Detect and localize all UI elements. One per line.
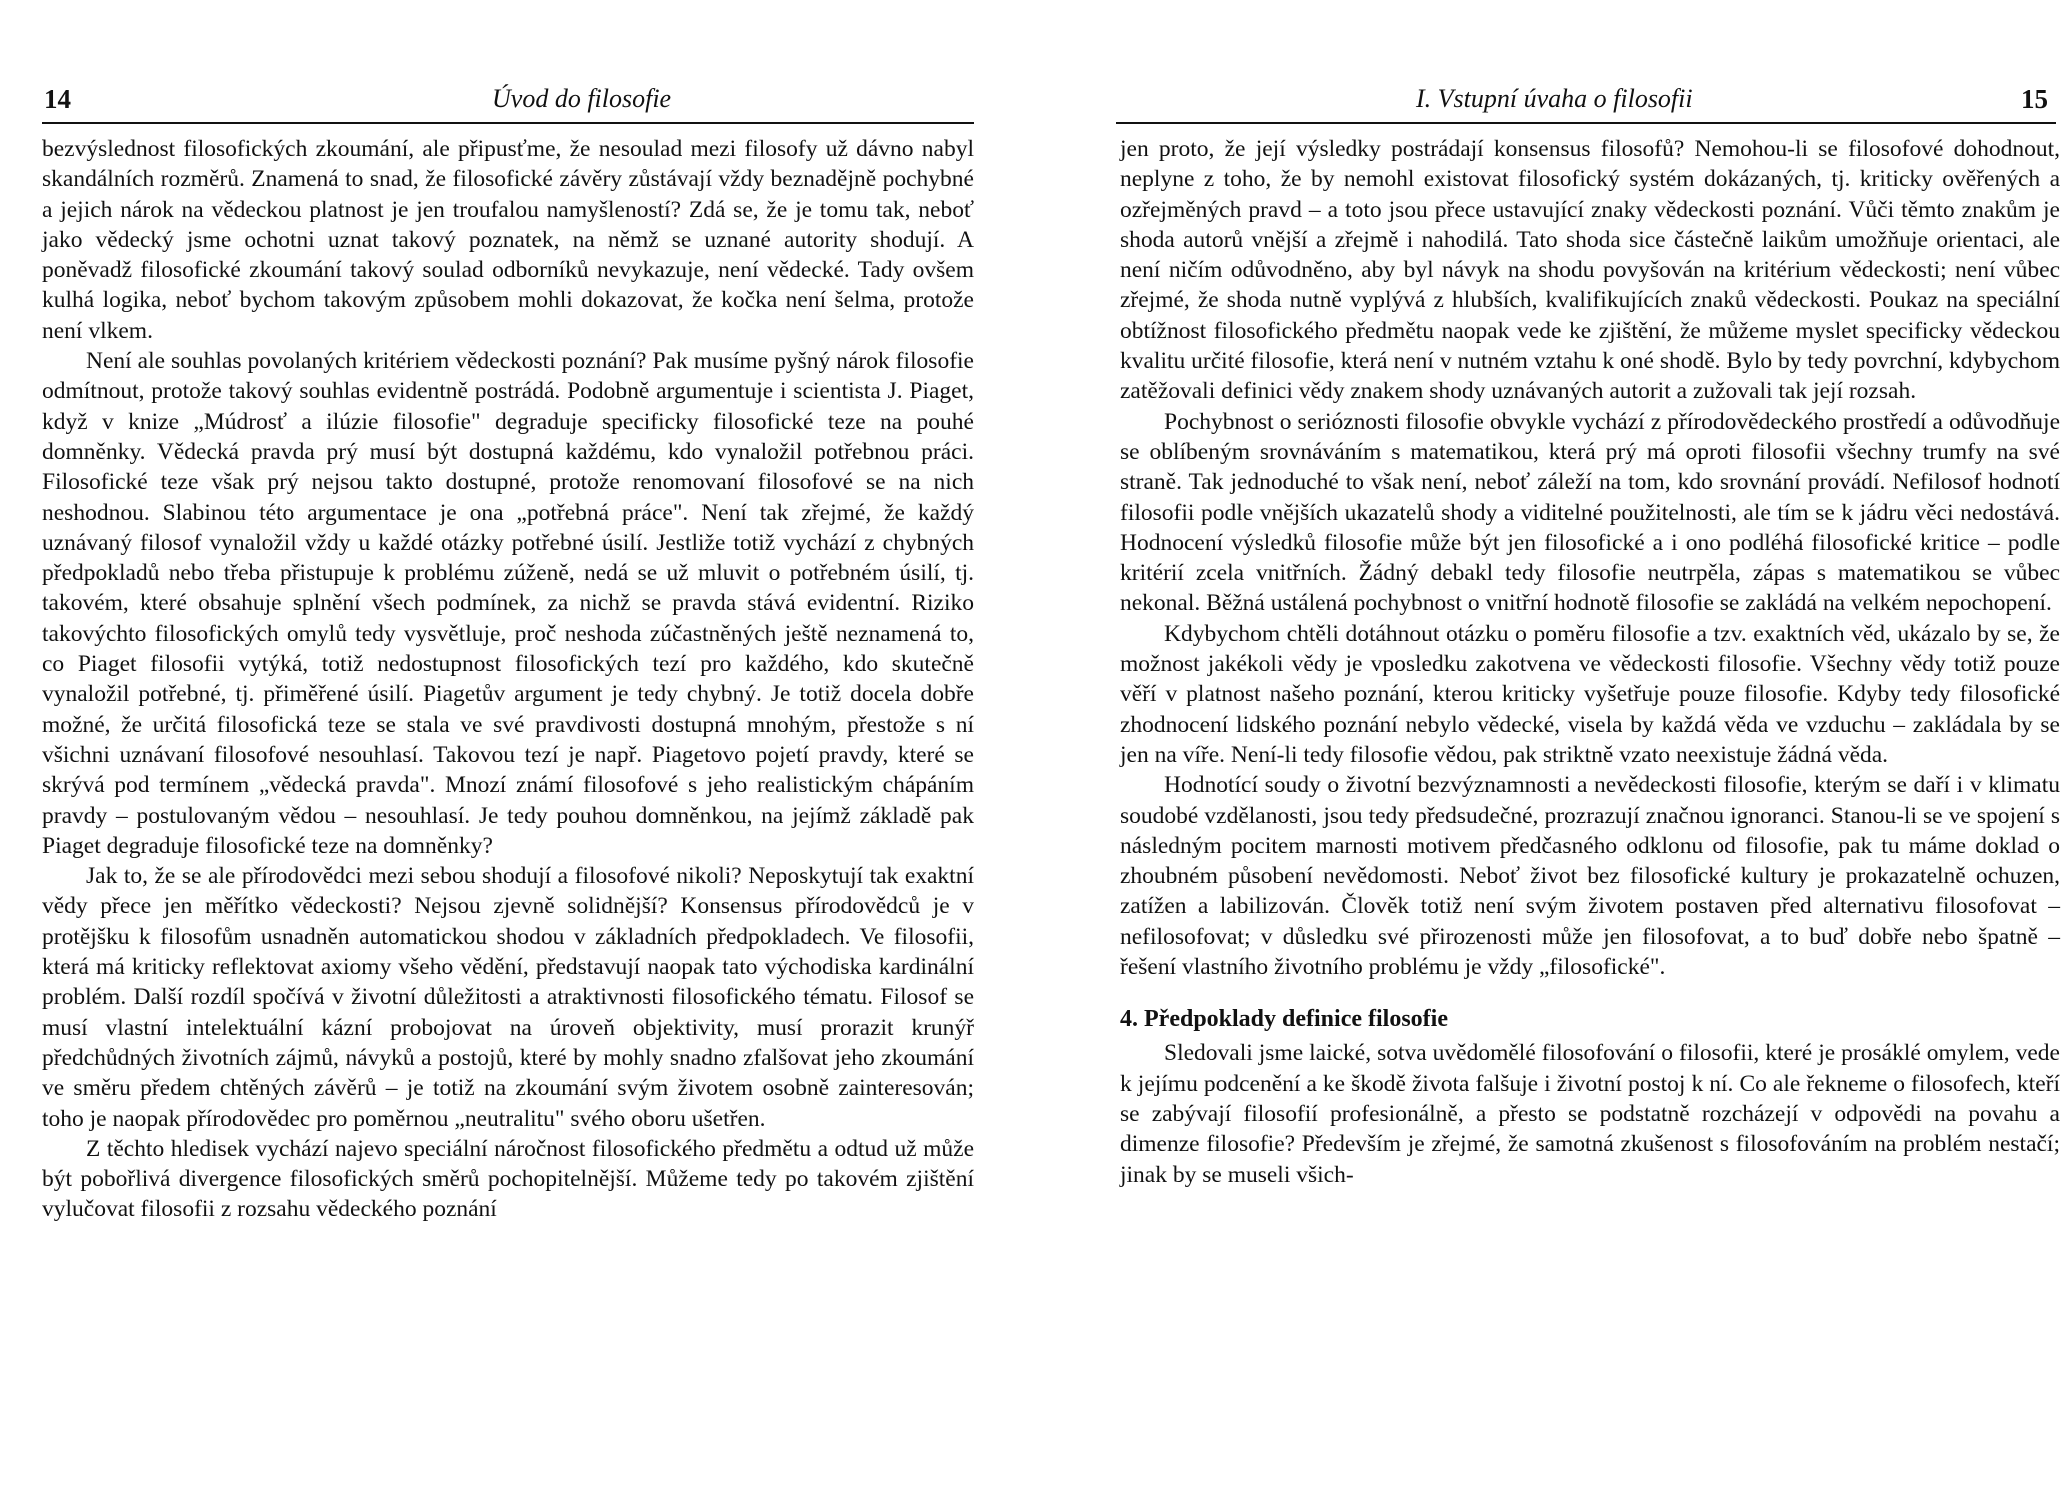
- page-number: 14: [44, 84, 71, 114]
- right-page-text: [1120, 134, 2060, 1190]
- right-page-header: [1116, 82, 2056, 124]
- left-page-header: [42, 82, 974, 124]
- paragraph: Není ale souhlas povolaných kritériem vědeckosti poznání? Pak musíme pyšný nárok filosofie odmítnout, protože takový souhlas evidentně postrádá. Podobně argumentuje i scientista J. Piaget, když v knize „Múdrosť a ilúzie filosofie" degraduje specificky filosofické teze na pouhé domněnky. Vědecká pravda prý musí být dostupná každému, kdo vynaložil potřebnou práci. Filosofické teze však prý nejsou takto dostupné, protože renomovaní filosofové se na nich neshodnou. Slabinou této argumentace je ona „potřebná práce". Není tak zřejmé, že každý uznávaný filosof vynaložil vždy u každé otázky potřebné úsilí. Jestliže totiž vychází z chybných předpokladů nebo třeba přistupuje k problému zúženě, nedá se už mluvit o potřebném úsilí, tj. takovém, které obsahuje splnění všech podmínek, za nichž se pravda stává evidentní. Riziko takovýchto filosofických omylů tedy vysvětluje, proč neshoda zúčastněných ještě neznamená to, co Piaget filosofii vytýká, totiž nedostupnost filosofických tezí pro každého, kdo skutečně vynaložil potřebné, tj. přiměřené úsilí. Piagetův argument je tedy chybný. Je totiž docela dobře možné, že určitá filosofická teze se stala ve své pravdivosti dostupná mnohým, přestože s ní všichni uznávaní filosofové nesouhlasí. Takovou tezí je např. Piagetovo pojetí pravdy, které se skrývá pod termínem „vědecká pravda". Mnozí známí filosofové s jeho realistickým chápáním pravdy – postulovaným vědou – nesouhlasí. Je tedy pouhou domněnkou, na jejímž základě pak Piaget degraduje filosofické teze na domněnky?: [42, 348, 974, 859]
- paragraph: jen proto, že její výsledky postrádají konsensus filosofů? Nemohou-li se filosofové dohodnout, neplyne z toho, že by nemohl existovat filosofický systém dokázaných, tj. kriticky ověřených a ozřejměných pravd – a toto jsou přece ustavující znaky vědeckosti poznání. Vůči těmto znakům je shoda autorů vnější a zřejmě i nahodilá. Tato shoda sice částečně laikům umožňuje orientaci, ale není ničím odůvodněno, aby byl návyk na shodu povyšován na kritérium vědeckosti; není vůbec zřejmé, že shoda nutně vyplývá z hlubších, kvalifikujících znaků vědeckosti. Poukaz na speciální obtížnost filosofického předmětu naopak vede ke zjištění, že můžeme myslet specificky vědeckou kvalitu určité filosofie, která není v nutném vztahu k oné shodě. Bylo by tedy povrchní, kdybychom zatěžovali definici vědy znakem shody uznávaných autorit a zužovali tak její rozsah.: [1120, 136, 2060, 405]
- paragraph: bezvýslednost filosofických zkoumání, ale připusťme, že nesoulad mezi filosofy už dávno nabyl skandálních rozměrů. Znamená to snad, že filosofické závěry zůstávají vždy beznadějně pochybné a jejich nárok na vědeckou platnost je jen troufalou namyšleností? Zdá se, že je tomu tak, neboť jako vědecký jsme ochotni uznat takový poznatek, na němž se uznané autority shodují. A poněvadž filosofické zkoumání takový soulad odborníků nevykazuje, není vědecké. Tady ovšem kulhá logika, neboť bychom takovým způsobem mohli dokazovat, že kočka není šelma, protože není vlkem.: [42, 136, 974, 344]
- page-number: 15: [2021, 84, 2048, 114]
- paragraph: Pochybnost o serióznosti filosofie obvykle vychází z přírodovědeckého prostředí a odůvodňuje se oblíbeným srovnáváním s matematikou, která prý má oproti filosofii všechny trumfy na své straně. Tak jednoduché to však není, neboť záleží na tom, kdo srovnání provádí. Nefilosof hodnotí filosofii podle vnějších ukazatelů shody a viditelné použitelnosti, ale tím se k jádru věci nedostává. Hodnocení výsledků filosofie může být jen filosofické a i ono podléhá filosofické kritice – podle kritérií zcela vnitřních. Žádný debakl tedy filosofie neutrpěla, zápas s matematikou se vůbec nekonal. Běžná ustálená pochybnost o vnitřní hodnotě filosofie se zakládá na velkém nepochopení.: [1120, 408, 2060, 617]
- section-heading: 4. Předpoklady definice filosofie: [1120, 1006, 1448, 1033]
- paragraph: Z těchto hledisek vychází najevo speciální náročnost filosofického předmětu a odtud už může být pobořlivá divergence filosofických směrů pochopitelnější. Můžeme tedy po takovém zjištění vylučovat filosofii z rozsahu vědeckého poznání: [42, 1135, 974, 1223]
- paragraph: Jak to, že se ale přírodovědci mezi sebou shodují a filosofové nikoli? Neposkytují tak exaktní vědy přece jen měřítko vědeckosti? Nejsou zjevně solidnější? Konsensus přírodovědců je v protějšku k filosofům usnadněn automatickou shodou v základních předpokladech. Ve filosofii, která má kriticky reflektovat axiomy všeho vědění, představují naopak tato východiska kardinální problém. Další rozdíl spočívá v životní důležitosti a atraktivnosti filosofického tématu. Filosof se musí vlastní intelektuální kázní probojovat na úroveň objektivity, musí prorazit krunýř předchůdných životních zájmů, návyků a postojů, které by mohly snadno zfalšovat jeho zkoumání ve směru předem chtěných závěrů – je totiž na zkoumání svým životem osobně zainteresován; toho je naopak přírodovědec pro poměrnou „neutralitu" svého oboru ušetřen.: [42, 863, 974, 1132]
- paragraph: Kdybychom chtěli dotáhnout otázku o poměru filosofie a tzv. exaktních věd, ukázalo by se, že možnost jakékoli vědy je vposledku zakotvena ve vědeckosti filosofie. Všechny vědy totiž pouze věří v platnost našeho poznání, kterou kriticky vyšetřuje pouze filosofie. Kdyby tedy filosofické zhodnocení lidského poznání nebylo vědecké, visela by každá věda ve vzduchu – zakládala by se jen na víře. Není-li tedy filosofie vědou, pak striktně vzato neexistuje žádná věda.: [1120, 620, 2060, 768]
- right-page: [1034, 0, 2068, 1500]
- running-title: I. Vstupní úvaha o filosofii: [1416, 84, 1693, 113]
- paragraph: Hodnotící soudy o životní bezvýznamnosti a nevědeckosti filosofie, kterým se daří i v klimatu soudobé vzdělanosti, jsou tedy předsudečné, prozrazují značnou ignoranci. Stanou-li se ve spojení s následným pocitem marnosti motivem předčasného odklonu od filosofie, pak tu máme doklad o zhoubném působení nevědomosti. Neboť život bez filosofické kultury je prokazatelně ochuzen, zatížen a labilizován. Člověk totiž není svým životem postaven před alternativu filosofovat – nefilosofovat; v důsledku své přirozenosti může jen filosofovat, a to buď dobře nebo špatně – řešení vlastního životního problému je vždy „filosofické".: [1120, 772, 2060, 981]
- running-title: Úvod do filosofie: [492, 84, 672, 113]
- left-page-text: [42, 134, 974, 1225]
- paragraph: Sledovali jsme laické, sotva uvědomělé filosofování o filosofii, které je prosáklé omylem, vede k jejímu podcenění a ke škodě života falšuje i životní postoj k ní. Co ale řekneme o filosofech, kteří se zabývají filosofií profesionálně, a přesto se podstatně rozcházejí v odpovědi na povahu a dimenze filosofie? Především je zřejmé, že samotná zkušenost s filosofováním na problém nestačí; jinak by se museli všich-: [1120, 1040, 2060, 1188]
